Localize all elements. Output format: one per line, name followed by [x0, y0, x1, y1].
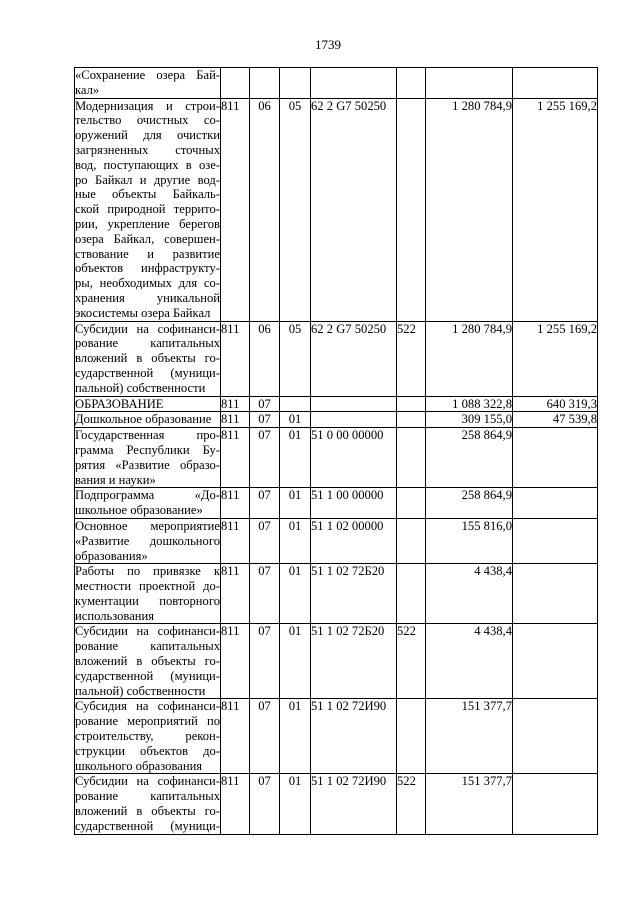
- subsection-code-cell: 01: [280, 699, 311, 774]
- row-name-line: местности проектной до-: [75, 579, 220, 594]
- table-row: [75, 396, 598, 412]
- table-row: [75, 699, 598, 774]
- section-code-cell: 07: [250, 518, 280, 563]
- amount-first-cell: 1 280 784,9: [426, 321, 513, 396]
- row-name-line: ры, необходимых для со-: [75, 276, 220, 291]
- subsection-code-cell: 01: [280, 624, 311, 699]
- budget-table: [74, 67, 598, 835]
- target-article-cell: 51 1 00 00000: [311, 488, 397, 519]
- row-name-cell: [75, 564, 221, 624]
- row-name-cell: [75, 488, 221, 519]
- amount-second-cell: 47 539,8: [513, 412, 598, 428]
- table-row: [75, 412, 598, 428]
- row-name-line: школьное образование»: [75, 503, 203, 518]
- admin-code-cell: [221, 68, 250, 99]
- amount-first-cell: 4 438,4: [426, 624, 513, 699]
- expense-type-cell: [397, 518, 426, 563]
- expense-type-cell: 522: [397, 774, 426, 834]
- row-name-line: ской природной террито-: [75, 202, 220, 217]
- amount-second-cell: [513, 774, 598, 834]
- table-row: [75, 774, 598, 834]
- amount-second-cell: [513, 428, 598, 488]
- expense-type-cell: [397, 98, 426, 321]
- section-code-cell: 06: [250, 321, 280, 396]
- section-code-cell: 07: [250, 699, 280, 774]
- target-article-cell: [311, 396, 397, 412]
- table-row: [75, 564, 598, 624]
- expense-type-cell: 522: [397, 321, 426, 396]
- subsection-code-cell: 01: [280, 488, 311, 519]
- amount-first-cell: 151 377,7: [426, 699, 513, 774]
- amount-first-cell: 151 377,7: [426, 774, 513, 834]
- section-code-cell: 07: [250, 564, 280, 624]
- amount-second-cell: 1 255 169,2: [513, 321, 598, 396]
- admin-code-cell: 811: [221, 518, 250, 563]
- row-name-line: сударственной (муници-: [75, 365, 220, 380]
- row-name-line: Подпрограмма «До-: [75, 488, 220, 503]
- row-name-cell: [75, 98, 221, 321]
- section-code-cell: 07: [250, 774, 280, 834]
- section-code-cell: 07: [250, 428, 280, 488]
- admin-code-cell: 811: [221, 98, 250, 321]
- amount-second-cell: [513, 488, 598, 519]
- target-article-cell: 51 1 02 72И90: [311, 699, 397, 774]
- row-name-line: рование капитальных: [75, 789, 220, 804]
- row-name-line: ро Байкал и другие вод-: [75, 172, 220, 187]
- row-name-line: загрязненных сточных: [75, 142, 220, 157]
- table-row: [75, 98, 598, 321]
- row-name-line: вложений в объекты го-: [75, 654, 220, 669]
- expense-type-cell: [397, 699, 426, 774]
- row-name-line: пальной) собственности: [75, 683, 206, 698]
- row-name-line: рии, укрепление берегов: [75, 216, 220, 231]
- row-name-line: тельство очистных со-: [75, 113, 220, 128]
- row-name-line: вложений в объекты го-: [75, 804, 220, 819]
- row-name-cell: [75, 396, 221, 412]
- subsection-code-cell: 01: [280, 774, 311, 834]
- row-name-cell: [75, 699, 221, 774]
- row-name-line: Дошкольное образование: [75, 412, 212, 427]
- row-name-line: рование капитальных: [75, 639, 220, 654]
- subsection-code-cell: 05: [280, 321, 311, 396]
- amount-second-cell: [513, 699, 598, 774]
- row-name-line: пальной) собственности: [75, 380, 206, 395]
- expense-type-cell: [397, 488, 426, 519]
- row-name-line: использования: [75, 608, 155, 623]
- table-row: [75, 68, 598, 99]
- row-name-line: ствование и развитие: [75, 246, 220, 261]
- target-article-cell: [311, 412, 397, 428]
- row-name-line: сударственной (муници-: [75, 818, 220, 833]
- table-row: [75, 428, 598, 488]
- row-name-line: объектов инфраструкту-: [75, 261, 220, 276]
- admin-code-cell: 811: [221, 774, 250, 834]
- table-row: [75, 488, 598, 519]
- expense-type-cell: [397, 564, 426, 624]
- table-body: [75, 68, 598, 835]
- row-name-line: «Развитие дошкольного: [75, 533, 220, 548]
- row-name-cell: [75, 68, 221, 99]
- row-name-line: грамма Республики Бу-: [75, 442, 220, 457]
- row-name-cell: [75, 518, 221, 563]
- row-name-line: сударственной (муници-: [75, 668, 220, 683]
- amount-second-cell: [513, 68, 598, 99]
- row-name-line: ные объекты Байкаль-: [75, 187, 220, 202]
- row-name-line: Модернизация и строи-: [75, 98, 220, 113]
- section-code-cell: 07: [250, 488, 280, 519]
- target-article-cell: 62 2 G7 50250: [311, 98, 397, 321]
- row-name-line: строительству, рекон-: [75, 729, 220, 744]
- amount-second-cell: [513, 518, 598, 563]
- row-name-line: Работы по привязке к: [75, 564, 220, 579]
- table-row: [75, 624, 598, 699]
- admin-code-cell: 811: [221, 488, 250, 519]
- row-name-line: Субсидии на софинанси-: [75, 774, 220, 789]
- row-name-line: вания и науки»: [75, 472, 156, 487]
- section-code-cell: 07: [250, 412, 280, 428]
- row-name-line: кал»: [75, 82, 100, 97]
- row-name-line: рование капитальных: [75, 336, 220, 351]
- subsection-code-cell: 01: [280, 412, 311, 428]
- row-name-line: Основное мероприятие: [75, 518, 220, 533]
- subsection-code-cell: 01: [280, 428, 311, 488]
- expense-type-cell: [397, 428, 426, 488]
- amount-first-cell: 155 816,0: [426, 518, 513, 563]
- row-name-line: хранения уникальной: [75, 290, 220, 305]
- row-name-cell: [75, 428, 221, 488]
- section-code-cell: 06: [250, 98, 280, 321]
- amount-second-cell: 1 255 169,2: [513, 98, 598, 321]
- target-article-cell: 51 1 02 00000: [311, 518, 397, 563]
- expense-type-cell: [397, 396, 426, 412]
- amount-first-cell: 1 088 322,8: [426, 396, 513, 412]
- amount-second-cell: [513, 564, 598, 624]
- admin-code-cell: 811: [221, 564, 250, 624]
- amount-first-cell: 258 864,9: [426, 428, 513, 488]
- target-article-cell: [311, 68, 397, 99]
- subsection-code-cell: 01: [280, 564, 311, 624]
- expense-type-cell: [397, 412, 426, 428]
- subsection-code-cell: 05: [280, 98, 311, 321]
- row-name-line: образования»: [75, 548, 148, 563]
- target-article-cell: 51 1 02 72Б20: [311, 624, 397, 699]
- target-article-cell: 51 1 02 72Б20: [311, 564, 397, 624]
- row-name-cell: [75, 624, 221, 699]
- admin-code-cell: 811: [221, 428, 250, 488]
- row-name-line: кументации повторного: [75, 593, 220, 608]
- row-name-line: «Сохранение озера Бай-: [75, 68, 220, 82]
- subsection-code-cell: [280, 396, 311, 412]
- amount-first-cell: 1 280 784,9: [426, 98, 513, 321]
- target-article-cell: 51 0 00 00000: [311, 428, 397, 488]
- row-name-line: оружений для очистки: [75, 128, 220, 143]
- admin-code-cell: 811: [221, 699, 250, 774]
- expense-type-cell: 522: [397, 624, 426, 699]
- target-article-cell: 62 2 G7 50250: [311, 321, 397, 396]
- row-name-cell: [75, 774, 221, 834]
- subsection-code-cell: 01: [280, 518, 311, 563]
- row-name-line: Государственная про-: [75, 428, 220, 443]
- page-number: 1739: [315, 37, 341, 52]
- row-name-line: экосистемы озера Байкал: [75, 305, 211, 320]
- row-name-line: вод, поступающих в озе-: [75, 157, 220, 172]
- table-row: [75, 518, 598, 563]
- row-name-line: рование мероприятий по: [75, 714, 220, 729]
- amount-second-cell: [513, 624, 598, 699]
- row-name-line: школьного образования: [75, 758, 203, 773]
- row-name-line: Субсидии на софинанси-: [75, 624, 220, 639]
- amount-first-cell: [426, 68, 513, 99]
- row-name-cell: [75, 412, 221, 428]
- table-row: [75, 321, 598, 396]
- admin-code-cell: 811: [221, 321, 250, 396]
- section-code-cell: [250, 68, 280, 99]
- amount-second-cell: 640 319,3: [513, 396, 598, 412]
- row-name-line: вложений в объекты го-: [75, 351, 220, 366]
- amount-first-cell: 258 864,9: [426, 488, 513, 519]
- row-name-line: Субсидии на софинанси-: [75, 321, 220, 336]
- admin-code-cell: 811: [221, 396, 250, 412]
- section-code-cell: 07: [250, 624, 280, 699]
- admin-code-cell: 811: [221, 412, 250, 428]
- target-article-cell: 51 1 02 72И90: [311, 774, 397, 834]
- row-name-line: рятия «Развитие образо-: [75, 457, 220, 472]
- amount-first-cell: 309 155,0: [426, 412, 513, 428]
- row-name-cell: [75, 321, 221, 396]
- row-name-line: озера Байкал, совершен-: [75, 231, 220, 246]
- expense-type-cell: [397, 68, 426, 99]
- amount-first-cell: 4 438,4: [426, 564, 513, 624]
- subsection-code-cell: [280, 68, 311, 99]
- row-name-line: ОБРАЗОВАНИЕ: [75, 396, 164, 411]
- row-name-line: Субсидия на софинанси-: [75, 699, 220, 714]
- row-name-line: струкции объектов до-: [75, 743, 220, 758]
- admin-code-cell: 811: [221, 624, 250, 699]
- section-code-cell: 07: [250, 396, 280, 412]
